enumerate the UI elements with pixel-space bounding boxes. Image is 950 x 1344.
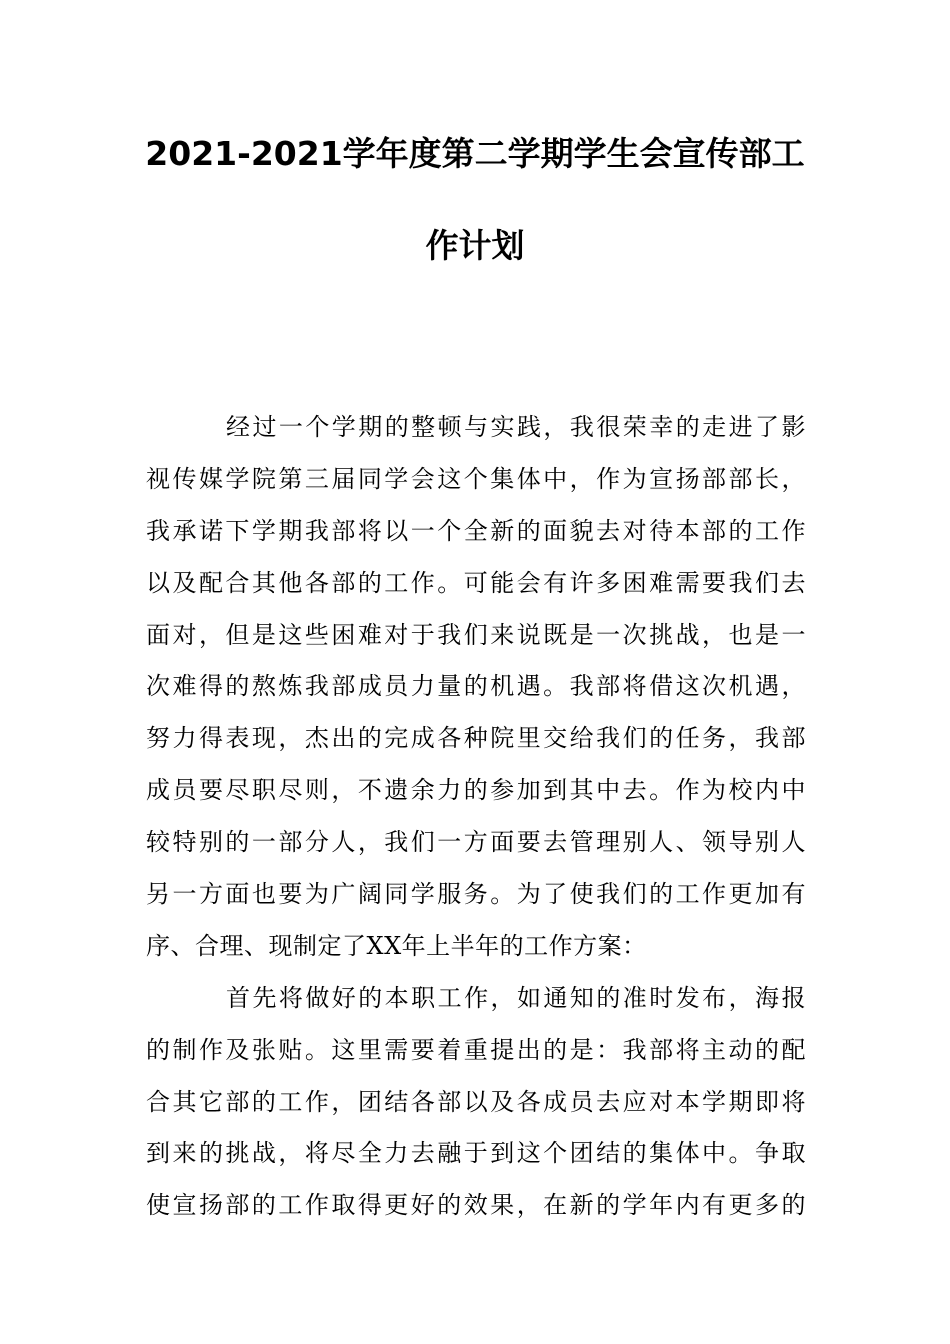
paragraph-1-line-6: 次难得的熬炼我部成员力量的机遇。我部将借这次机遇， <box>146 672 806 701</box>
paragraph-1-line-3: 我承诺下学期我部将以一个全新的面貌去对待本部的工作 <box>146 516 806 545</box>
paragraph-1-line-9: 较特别的一部分人，我们一方面要去管理别人、领导别人 <box>146 828 806 857</box>
paragraph-1-line-2: 视传媒学院第三届同学会这个集体中，作为宣扬部部长， <box>146 464 806 493</box>
paragraph-2-line-3: 合其它部的工作，团结各部以及各成员去应对本学期即将 <box>146 1087 806 1116</box>
paragraph-1-line-8: 成员要尽职尽则，不遗余力的参加到其中去。作为校内中 <box>146 776 806 805</box>
body-text <box>146 402 806 1232</box>
paragraph-2-line-2: 的制作及张贴。这里需要着重提出的是：我部将主动的配 <box>146 1035 806 1064</box>
paragraph-1-line-4: 以及配合其他各部的工作。可能会有许多困难需要我们去 <box>146 568 806 597</box>
paragraph-2-line-1: 首先将做好的本职工作，如通知的准时发布，海报 <box>226 983 806 1012</box>
paragraph-1-line-11: 序、合理、现制定了XX年上半年的工作方案： <box>146 931 647 960</box>
paragraph-1-line-5: 面对，但是这些困难对于我们来说既是一次挑战，也是一 <box>146 620 806 649</box>
document-title-line-1: 2021-2021学年度第二学期学生会宣传部工 <box>145 134 805 173</box>
paragraph-2-line-4: 到来的挑战，将尽全力去融于到这个团结的集体中。争取 <box>146 1139 806 1168</box>
paragraph-2-line-5: 使宣扬部的工作取得更好的效果，在新的学年内有更多的 <box>146 1191 806 1220</box>
paragraph-1-line-7: 努力得表现，杰出的完成各种院里交给我们的任务，我部 <box>146 724 806 753</box>
paragraph-1-line-1: 经过一个学期的整顿与实践，我很荣幸的走进了影 <box>226 413 806 441</box>
document-title-line-2: 作计划 <box>425 226 525 265</box>
paragraph-1-line-10: 另一方面也要为广阔同学服务。为了使我们的工作更加有 <box>146 880 806 909</box>
